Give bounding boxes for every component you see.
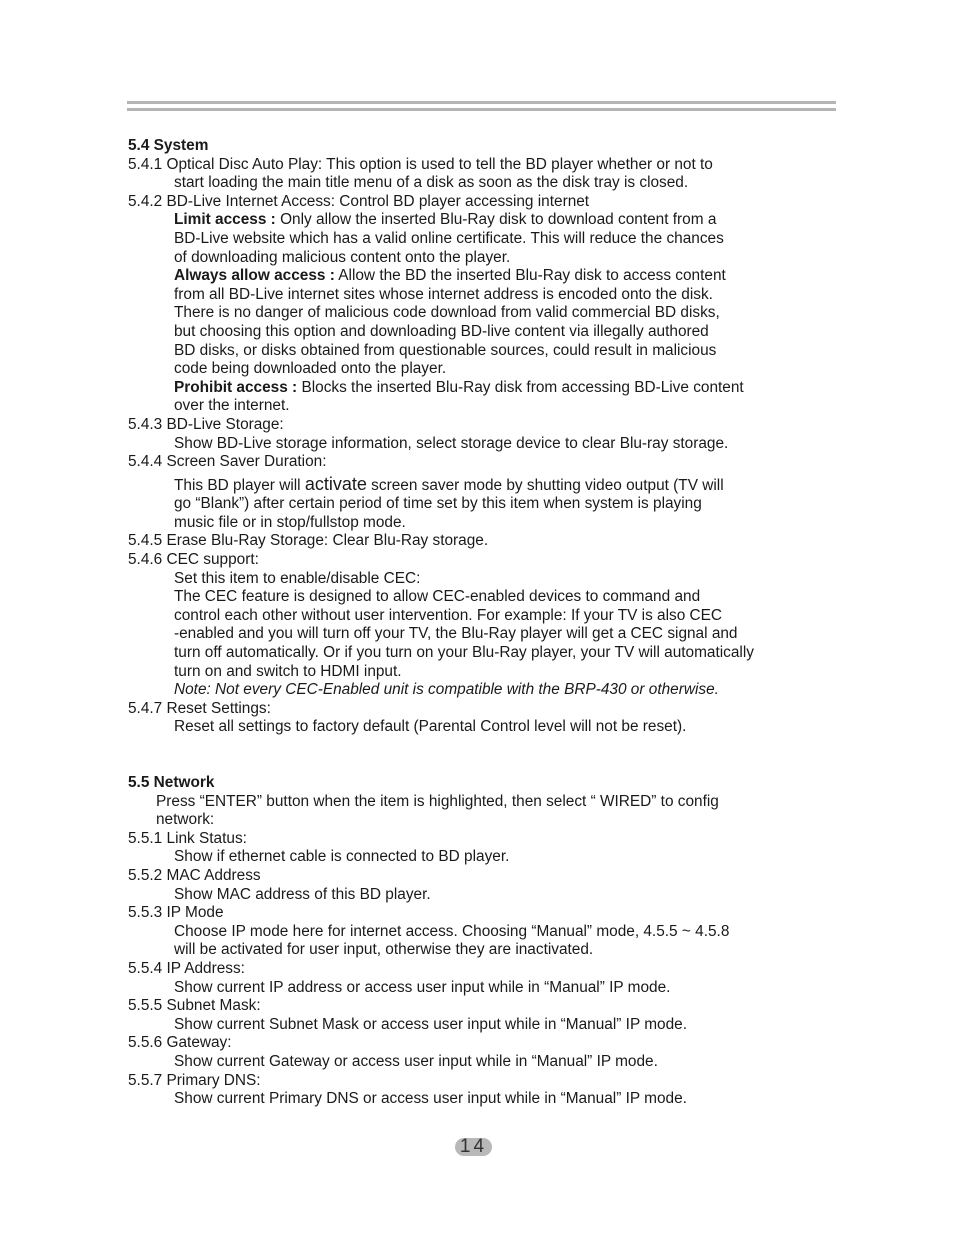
item-5-5-3-title: 5.5.3 IP Mode [128, 904, 224, 922]
network-intro-line2: network: [156, 811, 215, 829]
always-access-line5: BD disks, or disks obtained from questionable sources, could result in malicious [174, 341, 717, 359]
always-access-line6: code being downloaded onto the player. [174, 360, 447, 378]
item-5-5-5-title: 5.5.5 Subnet Mask: [128, 997, 261, 1015]
item-5-4-6-line4: -enabled and you will turn off your TV, the Blu-Ray player will get a CEC signal and [174, 625, 738, 643]
item-5-4-6-line5: turn off automatically. Or if you turn on your Blu-Ray player, your TV will automatically [174, 644, 754, 662]
item-5-4-6-line6: turn on and switch to HDMI input. [174, 662, 402, 680]
section-heading-network: 5.5 Network [128, 774, 215, 791]
section-spacer [128, 737, 868, 774]
header-rule-top [127, 101, 836, 104]
header-rule-bottom [127, 108, 836, 111]
prohibit-access-line1 [128, 379, 868, 398]
always-access-line2: from all BD-Live internet sites whose internet address is encoded onto the disk. [174, 285, 713, 303]
item-5-5-4-text: Show current IP address or access user input while in “Manual” IP mode. [174, 978, 671, 996]
item-5-4-6-note: Note: Not every CEC-Enabled unit is compatible with the BRP-430 or otherwise. [174, 681, 719, 699]
page-number: 14 [455, 1138, 492, 1156]
prohibit-access-text: Blocks the inserted Blu-Ray disk from accessing BD-Live content [297, 378, 744, 396]
item-5-4-6-line3: control each other without user intervention. For example: If your TV is also CEC [174, 606, 723, 624]
item-5-5-7-title: 5.5.7 Primary DNS: [128, 1071, 261, 1089]
item-5-4-2-title: 5.4.2 BD-Live Internet Access: Control BD player accessing internet [128, 192, 590, 210]
section-heading-system: 5.4 System [128, 137, 209, 154]
item-5-5-3-line1: Choose IP mode here for internet access. Choosing “Manual” mode, 4.5.5 ~ 4.5.8 [174, 922, 730, 940]
item-5-5-1-text: Show if ethernet cable is connected to BD player. [174, 848, 510, 866]
item-5-4-1-line1: 5.4.1 Optical Disc Auto Play: This option is used to tell the BD player whether or not to [128, 155, 713, 173]
item-5-5-4-title: 5.5.4 IP Address: [128, 959, 245, 977]
limit-access-line2: BD-Live website which has a valid online certificate. This will reduce the chances [174, 229, 724, 247]
item-5-4-4-line2: go “Blank”) after certain period of time set by this item when system is playing [174, 495, 702, 513]
always-access-line4: but choosing this option and downloading BD-live content via illegally authored [174, 322, 709, 340]
prohibit-access-line2: over the internet. [174, 397, 290, 415]
item-5-4-4-post: screen saver mode by shutting video output (TV will [366, 476, 724, 494]
item-5-4-4-line1 [128, 475, 868, 496]
limit-access-label: Limit access : [174, 211, 276, 229]
limit-access-text: Only allow the inserted Blu-Ray disk to download content from a [275, 211, 717, 229]
limit-access-line1 [128, 211, 868, 230]
item-5-4-4-pre: This BD player will [174, 476, 305, 494]
item-5-5-7-text: Show current Primary DNS or access user input while in “Manual” IP mode. [174, 1090, 687, 1108]
item-5-4-4-title: 5.4.4 Screen Saver Duration: [128, 453, 327, 471]
always-access-text: Allow the BD the inserted Blu-Ray disk to access content [334, 267, 726, 285]
item-5-4-5: 5.4.5 Erase Blu-Ray Storage: Clear Blu-Ray storage. [128, 532, 489, 550]
item-5-5-2-text: Show MAC address of this BD player. [174, 885, 431, 903]
item-5-4-6-line2: The CEC feature is designed to allow CEC-enabled devices to command and [174, 588, 701, 606]
prohibit-access-label: Prohibit access : [174, 378, 298, 396]
item-5-5-6-text: Show current Gateway or access user input while in “Manual” IP mode. [174, 1052, 658, 1070]
item-5-4-3-text: Show BD-Live storage information, select storage device to clear Blu-ray storage. [174, 434, 729, 452]
item-5-4-7-title: 5.4.7 Reset Settings: [128, 699, 271, 717]
item-5-4-6-title: 5.4.6 CEC support: [128, 551, 259, 569]
item-5-5-5-text: Show current Subnet Mask or access user input while in “Manual” IP mode. [174, 1015, 687, 1033]
item-5-4-6-line1: Set this item to enable/disable CEC: [174, 569, 421, 587]
page-content [128, 137, 868, 1109]
network-intro-line1: Press “ENTER” button when the item is highlighted, then select “ WIRED” to config [156, 792, 719, 810]
limit-access-line3: of downloading malicious content onto the player. [174, 248, 511, 266]
item-5-4-4-line3: music file or in stop/fullstop mode. [174, 513, 406, 531]
item-5-5-1-title: 5.5.1 Link Status: [128, 829, 247, 847]
item-5-5-6-title: 5.5.6 Gateway: [128, 1034, 232, 1052]
always-access-line1 [128, 267, 868, 286]
item-5-4-7-text: Reset all settings to factory default (Parental Control level will not be reset). [174, 718, 687, 736]
always-access-label: Always allow access : [174, 267, 335, 285]
item-5-4-1-line2: start loading the main title menu of a disk as soon as the disk tray is closed. [174, 174, 689, 192]
always-access-line3: There is no danger of malicious code download from valid commercial BD disks, [174, 304, 720, 322]
item-5-5-2-title: 5.5.2 MAC Address [128, 866, 261, 884]
item-5-4-3-title: 5.4.3 BD-Live Storage: [128, 415, 284, 433]
item-5-4-4-activate: activate [304, 473, 367, 494]
item-5-5-3-line2: will be activated for user input, otherwise they are inactivated. [174, 941, 594, 959]
